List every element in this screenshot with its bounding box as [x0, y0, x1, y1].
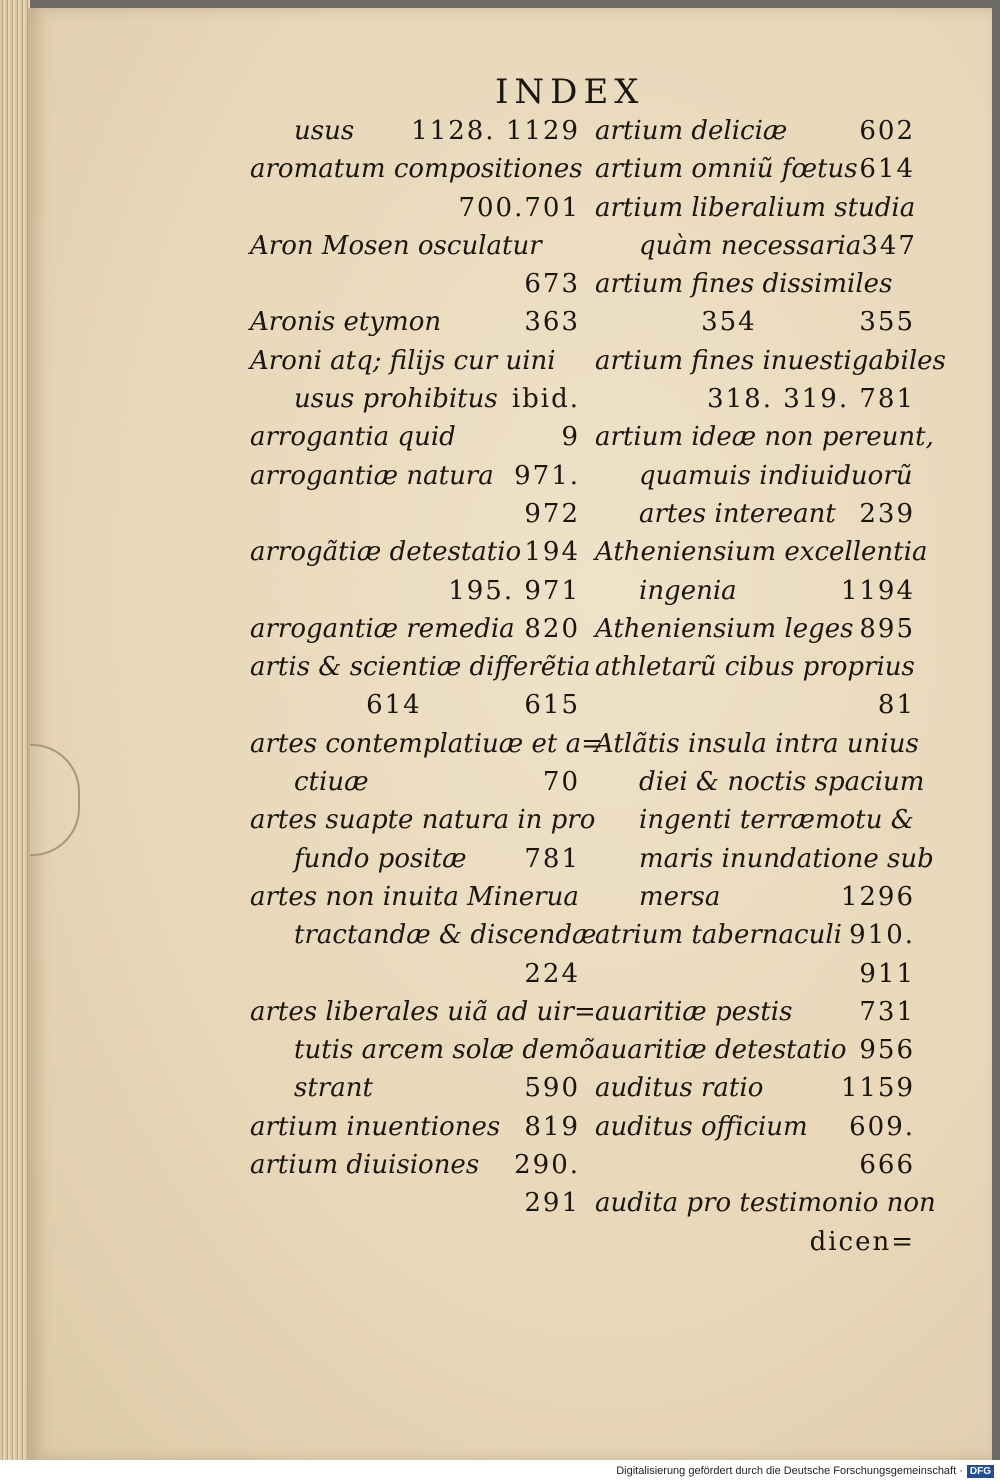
index-entry-term: artium omniũ fœtus: [595, 154, 858, 185]
index-entry-page-ref: 614 615: [366, 690, 580, 721]
index-entry-term: Aroni atq; filijs cur uini: [250, 345, 556, 376]
index-entry-page-ref: 70: [542, 767, 580, 798]
index-entry: [250, 495, 580, 533]
index-entry-term: athletarũ cibus proprius: [595, 652, 915, 683]
index-entry: [250, 418, 580, 456]
index-column-left: [250, 112, 603, 1223]
index-entry: [595, 955, 915, 993]
index-entry-page-ref: 194: [524, 537, 580, 568]
index-entry-page-ref: 820: [524, 613, 580, 644]
index-entry: [250, 763, 580, 801]
index-entry-page-ref: 819: [524, 1111, 580, 1142]
index-entry-page-ref: 781: [524, 843, 580, 874]
index-entry: [250, 801, 596, 839]
index-entry-page-ref: 609.: [849, 1111, 915, 1142]
page-title: INDEX: [495, 72, 645, 112]
index-entry: [595, 533, 928, 571]
index-entry-term: diei & noctis spacium: [639, 767, 925, 798]
index-entry: [250, 380, 580, 418]
index-entry: [250, 1069, 580, 1107]
index-entry-term: artium deliciæ: [595, 116, 788, 146]
index-entry-page-ref: 910.: [849, 920, 915, 951]
index-entry-page-ref: 1128. 1129: [411, 116, 580, 146]
index-entry: [595, 878, 915, 916]
index-entry-page-ref: 972: [524, 498, 580, 529]
index-entry-term: usus prohibitus: [294, 384, 498, 415]
index-entry-term: aromatum compositiones: [250, 154, 583, 185]
footer-credit: Digitalisierung gefördert durch die Deutsche Forschungsgemeinschaft ·: [616, 1465, 963, 1477]
index-entry: [250, 610, 580, 648]
index-entry-page-ref: 9: [561, 422, 580, 453]
index-entry-term: Aronis etymon: [250, 307, 442, 338]
index-entry: [595, 418, 934, 456]
index-entry: [595, 112, 915, 150]
index-entry: [595, 1031, 915, 1069]
index-entry-term: artis & scientiæ differẽtia: [250, 652, 591, 683]
index-entry: [250, 1031, 595, 1069]
index-entry-page-ref: 1194: [840, 575, 915, 606]
index-entry-term: artes non inuita Minerua: [250, 881, 579, 912]
index-entry-term: artes contemplatiuæ et a=: [250, 728, 603, 759]
index-entry-term: auditus ratio: [595, 1073, 764, 1104]
index-entry: [250, 686, 580, 724]
index-entry-page-ref: 911: [859, 958, 915, 989]
index-entry: [250, 993, 596, 1031]
index-entry-page-ref: 1296: [840, 881, 915, 912]
index-entry-page-ref: 666: [859, 1150, 915, 1181]
index-entry-page-ref: 363: [524, 307, 580, 338]
index-entry: [595, 1108, 915, 1146]
index-entry-page-ref: 81: [877, 690, 915, 721]
index-entry: [595, 495, 915, 533]
index-entry: [250, 227, 580, 265]
index-entry-page-ref: 731: [859, 996, 915, 1027]
index-entry-term: fundo positæ: [294, 843, 467, 874]
index-entry-term: strant: [294, 1073, 373, 1104]
index-entry-page-ref: 290.: [514, 1150, 580, 1181]
index-entry-term: arrogantiæ remedia: [250, 613, 515, 644]
index-entry-term: usus: [294, 116, 355, 146]
index-entry: [595, 457, 915, 495]
index-entry: [250, 342, 580, 380]
index-entry-term: artium fines inuestigabiles: [595, 345, 946, 376]
index-entry: [595, 648, 915, 686]
index-entry-page-ref: 195. 971: [448, 575, 580, 606]
index-entry-term: artes suapte natura in pro: [250, 805, 596, 836]
index-entry-page-ref: 590: [524, 1073, 580, 1104]
index-entry-page-ref: 673: [524, 269, 580, 300]
index-entry: [595, 725, 919, 763]
index-entry: [250, 457, 580, 495]
dfg-logo: DFG: [967, 1465, 994, 1478]
index-entry: [250, 150, 583, 188]
index-entry: [595, 342, 946, 380]
index-entry: [595, 189, 915, 227]
index-entry: [595, 686, 915, 724]
index-entry: [595, 1223, 915, 1261]
index-entry-page-ref: 318. 319. 781: [707, 384, 915, 415]
index-entry: [595, 993, 915, 1031]
index-entry: [250, 303, 580, 341]
index-entry-term: tutis arcem solæ demõ: [294, 1035, 595, 1066]
index-entry-page-ref: 291: [524, 1188, 580, 1219]
index-entry: [250, 648, 591, 686]
page-edges: [0, 0, 30, 1460]
index-entry: [250, 878, 580, 916]
index-entry-term: Atlãtis insula intra unius: [595, 728, 919, 759]
index-entry-term: tractandæ & discendæ: [294, 920, 597, 951]
index-entry: [595, 840, 934, 878]
index-entry-term: Aron Mosen osculatur: [250, 230, 542, 261]
index-entry-page-ref: 700.701: [458, 192, 580, 223]
index-entry: [250, 265, 580, 303]
index-entry-term: auaritiæ detestatio: [595, 1035, 847, 1066]
index-entry-page-ref: 224: [524, 958, 580, 989]
index-entry: [250, 840, 580, 878]
index-entry-term: ingenia: [639, 575, 737, 606]
index-entry-term: artium liberalium studia: [595, 192, 916, 223]
index-entry-term: atrium tabernaculi: [595, 920, 842, 951]
index-entry-term: quamuis indiuiduorũ: [639, 460, 913, 491]
index-entry-term: auaritiæ pestis: [595, 996, 793, 1027]
index-entry-term: maris inundatione sub: [639, 843, 934, 874]
index-entry-page-ref: 347: [861, 230, 917, 261]
index-entry-term: artium ideæ non pereunt,: [595, 422, 934, 453]
index-entry: [250, 955, 580, 993]
index-entry-page-ref: ibid.: [511, 384, 580, 415]
index-entry: [595, 265, 915, 303]
index-entry-term: artium inuentiones: [250, 1111, 501, 1142]
index-entry-term: artium diuisiones: [250, 1150, 480, 1181]
index-entry-term: ingenti terræmotu &: [639, 805, 914, 836]
index-entry-page-ref: 602: [859, 116, 915, 146]
digitization-footer: [0, 1460, 1000, 1482]
index-entry: [595, 801, 915, 839]
index-entry: [595, 380, 915, 418]
index-entry-page-ref: 239: [859, 498, 915, 529]
index-entry-term: Atheniensium excellentia: [595, 537, 928, 568]
index-entry-term: quàm necessaria: [639, 230, 862, 261]
index-entry-page-ref: dicen=: [809, 1226, 915, 1257]
index-entry: [595, 1069, 915, 1107]
index-entry-page-ref: 1159: [840, 1073, 915, 1104]
bookmark-ribbon: [30, 744, 80, 856]
index-entry-page-ref: 956: [859, 1035, 915, 1066]
index-entry-term: artes liberales uiã ad uir=: [250, 996, 596, 1027]
index-entry: [250, 189, 580, 227]
index-entry-term: audita pro testimonio non: [595, 1188, 936, 1219]
index-entry-term: auditus officium: [595, 1111, 808, 1142]
index-entry: [250, 533, 580, 571]
index-entry-term: ctiuæ: [294, 767, 369, 798]
index-entry-page-ref: 614: [859, 154, 915, 185]
index-entry: [595, 916, 915, 954]
index-entry-page-ref: 354 355: [701, 307, 915, 338]
index-entry: [595, 1146, 915, 1184]
index-entry: [595, 150, 915, 188]
index-entry: [595, 763, 925, 801]
index-entry: [250, 1108, 580, 1146]
index-column-right: [595, 112, 946, 1261]
index-entry: [250, 725, 603, 763]
index-entry-term: Atheniensium leges: [595, 613, 854, 644]
index-entry: [595, 1184, 936, 1222]
index-entry-term: mersa: [639, 881, 721, 912]
index-entry-page-ref: 971.: [514, 460, 580, 491]
index-entry-page-ref: 895: [859, 613, 915, 644]
index-entry: [250, 572, 580, 610]
index-entry: [250, 1184, 580, 1222]
index-entry: [595, 572, 915, 610]
index-entry-term: arrogantiæ natura: [250, 460, 494, 491]
index-entry-term: artes intereant: [639, 498, 836, 529]
index-entry: [250, 916, 597, 954]
index-entry: [250, 1146, 580, 1184]
index-entry-term: arrogãtiæ detestatio: [250, 537, 522, 568]
index-entry: [250, 112, 580, 150]
index-entry-term: artium fines dissimiles: [595, 269, 893, 300]
index-entry: [595, 610, 915, 648]
index-entry: [595, 303, 915, 341]
index-entry-term: arrogantia quid: [250, 422, 456, 453]
index-entry: [595, 227, 915, 265]
